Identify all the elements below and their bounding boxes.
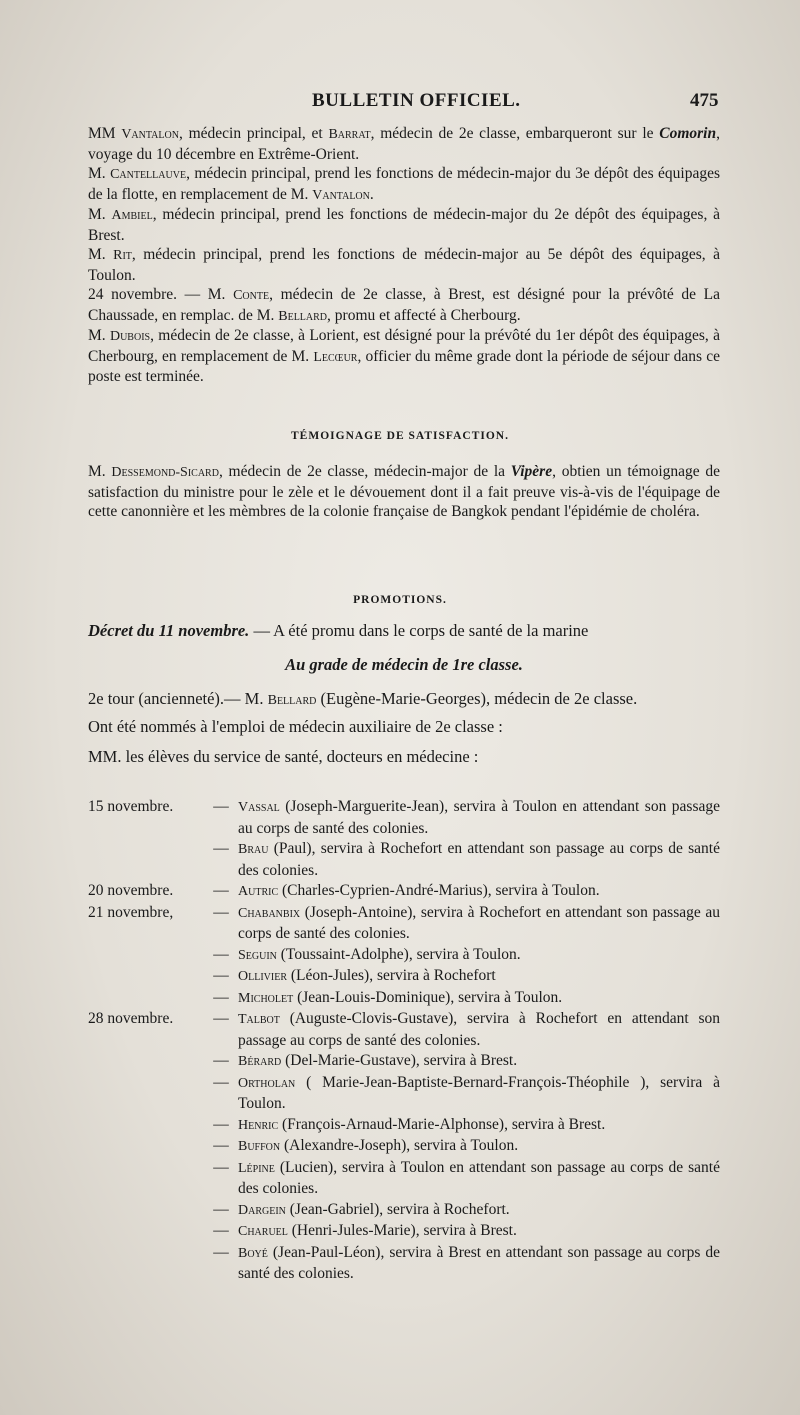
running-title: BULLETIN OFFICIEL.	[312, 90, 521, 111]
list-item	[88, 1009, 720, 1051]
person-name: Conte	[233, 288, 270, 303]
person-name: Charuel	[238, 1224, 288, 1239]
paragraph-rit: M. Rit, médecin principal, prend les fonctions de médecin-major au 5e dépôt des équipages, à Toulon.	[88, 246, 720, 284]
entry-dash: —	[213, 903, 229, 921]
list-item	[88, 1136, 720, 1158]
list-item	[88, 1115, 720, 1137]
person-name: Seguin	[238, 947, 277, 963]
paragraph-bellard: 2e tour (ancienneté).— M. Bellard (Eugène-Marie-Georges), médecin de 2e classe.	[88, 689, 638, 708]
person-name: Ortholan	[238, 1075, 296, 1091]
entry-date: 28 novembre.	[88, 1010, 174, 1027]
person-name: Dubois	[109, 329, 151, 344]
person-name: Brau	[238, 842, 269, 857]
entry-dash: —	[213, 1052, 229, 1069]
entry-text: Micholet (Jean-Louis-Dominique), servira à Toulon.	[238, 988, 563, 1006]
person-name: Henric	[238, 1117, 279, 1133]
paragraph-dubois: M. Dubois, médecin de 2e classe, à Lorient, est désigné pour la prévôté du 1er dépôt des équipages, à Cherbourg, en remplacement de M. Lecœur, officier du même grade dont la période de séjour dans ce poste est terminée.	[88, 327, 720, 385]
entry-dash: —	[213, 798, 229, 815]
decree-line: Décret du 11 novembre. — A été promu dans le corps de santé de la marine	[88, 621, 589, 640]
section-heading-promotions: PROMOTIONS.	[353, 594, 447, 606]
entry-date: 20 novembre.	[88, 882, 174, 899]
appointments-section	[88, 124, 720, 387]
entry-dash: —	[213, 1073, 229, 1091]
person-name: Bellard	[278, 308, 328, 324]
satisfaction-section	[88, 462, 720, 522]
list-item	[88, 881, 720, 903]
entry-text: Autric (Charles-Cyprien-André-Marius), servira à Toulon.	[238, 882, 600, 899]
entry-text: Henric (François-Arnaud-Marie-Alphonse), servira à Brest.	[238, 1115, 606, 1133]
decree-date: Décret du 11 novembre.	[88, 621, 250, 640]
entry-dash: —	[213, 882, 229, 899]
entry-dash: —	[213, 1158, 229, 1176]
person-name: Bérard	[238, 1054, 282, 1069]
list-item	[88, 839, 720, 881]
entry-text: Chabanbix (Joseph-Antoine), servira à Rochefort en attendant son passage au corps de santé des colonies.	[238, 903, 720, 942]
paragraph-students: MM. les élèves du service de santé, docteurs en médecine :	[88, 747, 479, 766]
paragraph-nominations: Ont été nommés à l'emploi de médecin auxiliaire de 2e classe :	[88, 717, 503, 736]
entry-text: Ollivier (Léon-Jules), servira à Rochefort	[238, 967, 496, 984]
list-item	[88, 1200, 720, 1222]
person-name: Lecœur	[313, 349, 358, 365]
entry-date: 21 novembre,	[88, 903, 174, 921]
entry-dash: —	[213, 840, 229, 857]
entry-dash: —	[213, 945, 229, 963]
paragraph-ambiel: M. Ambiel, médecin principal, prend les fonctions de médecin-major du 2e dépôt des équipages, à Brest.	[88, 206, 720, 244]
entry-text: Seguin (Toussaint-Adolphe), servira à Toulon.	[238, 945, 521, 963]
entry-dash: —	[213, 967, 229, 984]
page-header	[0, 90, 800, 114]
ship-name: Vipère	[510, 463, 553, 480]
list-item	[88, 1243, 720, 1285]
entry-text: Dargein (Jean-Gabriel), servira à Rochefort.	[238, 1200, 510, 1218]
person-name: Vantalon	[121, 127, 179, 142]
person-name: Autric	[238, 884, 279, 899]
grade-heading: Au grade de médecin de 1re classe.	[285, 655, 523, 674]
list-item	[88, 1221, 720, 1243]
list-item	[88, 797, 720, 839]
entry-text: Talbot (Auguste-Clovis-Gustave), servira à Rochefort en attendant son passage au corps de santé des colonies.	[238, 1010, 720, 1049]
paragraph-vantalon-barrat: MM Vantalon, médecin principal, et Barrat, médecin de 2e classe, embarqueront sur le Comorin, voyage du 10 décembre en Extrême-Orient.	[88, 125, 720, 163]
entry-dash: —	[213, 1137, 229, 1154]
person-name: Dargein	[238, 1202, 286, 1218]
entry-text: Brau (Paul), servira à Rochefort en attendant son passage au corps de santé des colonies.	[238, 840, 720, 879]
entry-text: Bérard (Del-Marie-Gustave), servira à Brest.	[238, 1052, 518, 1069]
person-name: Buffon	[238, 1139, 281, 1154]
list-item	[88, 903, 720, 945]
list-item	[88, 988, 720, 1010]
person-name: Vantalon	[312, 187, 370, 203]
person-name: Bellard	[267, 693, 317, 708]
entry-dash: —	[213, 988, 229, 1006]
entry-dash: —	[213, 1115, 229, 1133]
person-name: Vassal	[238, 800, 280, 815]
ship-name: Comorin	[659, 125, 717, 142]
person-name: Rit	[113, 248, 132, 263]
entry-dash: —	[213, 1010, 229, 1027]
list-item	[88, 945, 720, 967]
list-item	[88, 966, 720, 988]
promotions-section	[88, 620, 720, 768]
person-name: Lépine	[238, 1160, 275, 1176]
section-heading-satisfaction: TÉMOIGNAGE DE SATISFACTION.	[291, 430, 509, 442]
list-item	[88, 1051, 720, 1073]
entry-dash: —	[213, 1243, 229, 1261]
entry-text: Buffon (Alexandre-Joseph), servira à Toulon.	[238, 1137, 519, 1154]
paragraph-dessemond-sicard: M. Dessemond-Sicard, médecin de 2e classe, médecin-major de la Vipère, obtien un témoignage de satisfaction du ministre pour le zèle et le dévouement dont il a fait preuve vis-à-vis de l'équipage de cette canonnière et les mèmbres de la colonie française de Bangkok pendant l'épidémie de choléra.	[88, 463, 720, 520]
nominations-list	[88, 797, 720, 1285]
person-name: Barrat	[328, 127, 371, 142]
person-name: Ollivier	[238, 969, 287, 984]
entry-dash: —	[213, 1200, 229, 1218]
person-name: Dessemond-Sicard	[111, 465, 219, 480]
person-name: Boyé	[238, 1245, 268, 1261]
entry-text: Charuel (Henri-Jules-Marie), servira à Brest.	[238, 1222, 517, 1239]
person-name: Cantellauve	[110, 167, 187, 182]
person-name: Micholet	[238, 990, 294, 1006]
entry-date: 15 novembre.	[88, 798, 174, 815]
entry-text: Ortholan ( Marie-Jean-Baptiste-Bernard-François-Théophile ), servira à Toulon.	[238, 1073, 720, 1112]
person-name: Talbot	[238, 1012, 280, 1027]
person-name: Ambiel	[111, 208, 153, 223]
list-item	[88, 1158, 720, 1200]
paragraph-cantellauve: M. Cantellauve, médecin principal, prend les fonctions de médecin-major du 3e dépôt des équipages de la flotte, en remplacement de M. Vantalon.	[88, 165, 720, 203]
entry-text: Lépine (Lucien), servira à Toulon en attendant son passage au corps de santé des colonies.	[238, 1158, 720, 1197]
entry-text: Boyé (Jean-Paul-Léon), servira à Brest en attendant son passage au corps de santé des colonies.	[238, 1243, 720, 1282]
list-item	[88, 1073, 720, 1115]
page-number: 475	[690, 90, 719, 111]
entry-dash: —	[213, 1222, 229, 1239]
person-name: Chabanbix	[238, 905, 301, 921]
entry-text: Vassal (Joseph-Marguerite-Jean), servira à Toulon en attendant son passage au corps de santé des colonies.	[238, 798, 720, 837]
paragraph-conte: 24 novembre. — M. Conte, médecin de 2e classe, à Brest, est désigné pour la prévôté de La Chaussade, en remplac. de M. Bellard, promu et affecté à Cherbourg.	[88, 286, 720, 324]
